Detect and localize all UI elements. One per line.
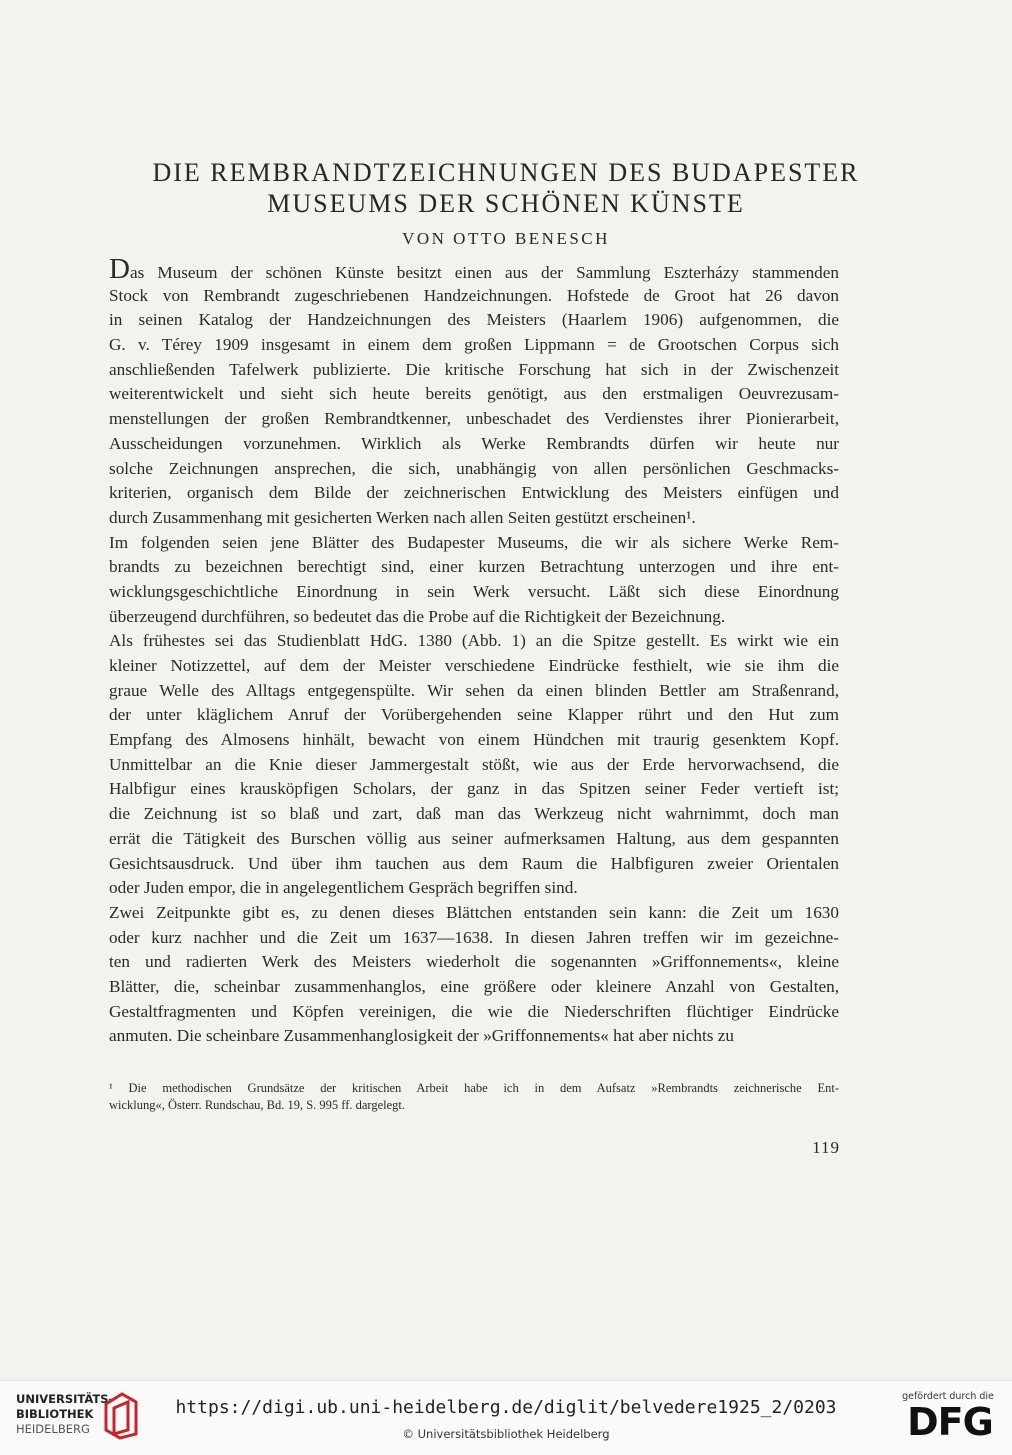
body-line-text: as Museum der schönen Künste besitzt einen aus der Sammlung Eszterházy stammenden xyxy=(129,263,839,282)
body-line: oder kurz nachher und die Zeit um 1637—1638. In diesen Jahren treffen wir im gezeichne- xyxy=(109,927,839,947)
body-line: brandts zu bezeichnen berechtigt sind, einer kurzen Betrachtung unterzogen und ihre ent- xyxy=(109,557,839,577)
library-name-line-2: BIBLIOTHEK xyxy=(16,1407,94,1421)
body-line: ten und radierten Werk des Meisters wiederholt die sogenannten »Griffonnements«, kleine xyxy=(109,952,839,972)
body-line: solche Zeichnungen ansprechen, die sich, unabhängig von allen persönlichen Geschmacks- xyxy=(109,458,839,478)
body-line: oder Juden empor, die in angelegentlichem Gespräch begriffen sind. xyxy=(109,878,578,898)
article-title-line-2: MUSEUMS DER SCHÖNEN KÜNSTE xyxy=(267,189,745,218)
body-line: Unmittelbar an die Knie dieser Jammergestalt stößt, wie aus der Erde hervorwachsend, die xyxy=(109,754,839,774)
copyright-notice: © Universitätsbibliothek Heidelberg xyxy=(402,1427,610,1441)
article-title-line-1: DIE REMBRANDTZEICHNUNGEN DES BUDAPESTER xyxy=(152,158,860,187)
body-line: Als frühestes sei das Studienblatt HdG. 1380 (Abb. 1) an die Spitze gestellt. Es wirkt wie ein xyxy=(109,631,839,651)
body-line: kriterien, organisch dem Bilde der zeichnerischen Entwicklung des Meisters einfügen und xyxy=(109,483,839,503)
article-byline: VON OTTO BENESCH xyxy=(402,229,610,248)
body-line: anmuten. Die scheinbare Zusammenhanglosigkeit der »Griffonnements« hat aber nichts zu xyxy=(109,1026,734,1046)
body-line: Blätter, die, scheinbar zusammenhanglos, eine größere oder kleinere Anzahl von Gestalten, xyxy=(109,976,839,996)
body-line: graue Welle des Alltags entgegenspülte. Wir sehen da einen blinden Bettler am Straßenrand, xyxy=(109,680,839,700)
library-name-line-1: UNIVERSITÄTS- xyxy=(16,1392,114,1406)
footnote-line: ¹ Die methodischen Grundsätze der kritischen Arbeit habe ich in dem Aufsatz »Rembrandts zeichnerische Ent- xyxy=(109,1081,839,1095)
funded-by-label: gefördert durch die xyxy=(902,1391,994,1402)
body-line: menstellungen der großen Rembrandtkenner, unbeschadet des Verdienstes ihrer Pionierarbeit, xyxy=(109,409,839,429)
article-body xyxy=(109,253,839,1049)
body-line: Empfang des Almosens hinhält, bewacht von einem Hündchen mit traurig gesenktem Kopf. xyxy=(109,730,839,750)
body-line xyxy=(109,253,839,285)
page-number: 119 xyxy=(812,1138,840,1157)
body-line: Im folgenden seien jene Blätter des Budapester Museums, die wir als sichere Werke Rem- xyxy=(109,532,839,552)
body-line: Gestaltfragmenten und Köpfen vereinigen, die wie die Niederschriften flüchtiger Eindrücke xyxy=(109,1001,839,1021)
drop-cap: D xyxy=(109,253,130,285)
body-line: kleiner Notizzettel, auf dem der Meister verschiedene Eindrücke festhielt, wie sie ihm die xyxy=(109,656,839,675)
body-line: anschließenden Tafelwerk publizierte. Die kritische Forschung hat sich in der Zwischenzeit xyxy=(109,359,839,379)
library-name-line-3: HEIDELBERG xyxy=(16,1422,90,1436)
body-line: errät die Tätigkeit des Burschen völlig aus seiner aufmerksamen Haltung, aus dem gespannten xyxy=(109,828,839,848)
body-line: überzeugend durchführen, so bedeutet das die Probe auf die Richtigkeit der Bezeichnung. xyxy=(109,606,726,626)
body-line: durch Zusammenhang mit gesicherten Werken nach allen Seiten gestützt erscheinen¹. xyxy=(109,507,696,527)
body-line: weiterentwickelt und sieht sich heute bereits genötigt, aus den erstmaligen Oeuvrezusam- xyxy=(109,384,839,404)
body-line: der unter kläglichem Anruf der Vorübergehenden seine Klapper rührt und den Hut zum xyxy=(109,705,839,725)
body-line: wicklungsgeschichtliche Einordnung in sein Werk versucht. Läßt sich diese Einordnung xyxy=(109,581,839,601)
permalink-url[interactable]: https://digi.ub.uni-heidelberg.de/diglit/belvedere1925_2/0203 xyxy=(175,1397,837,1418)
body-line: die Zeichnung ist so blaß und zart, daß man das Werkzeug nicht wahrnimmt, doch man xyxy=(109,804,839,824)
body-line: Stock von Rembrandt zugeschriebenen Handzeichnungen. Hofstede de Groot hat 26 davon xyxy=(109,285,839,305)
footnote xyxy=(109,1080,839,1114)
body-line: Zwei Zeitpunkte gibt es, zu denen dieses Blättchen entstanden sein kann: die Zeit um 1630 xyxy=(109,902,839,922)
footnote-line: wicklung«, Österr. Rundschau, Bd. 19, S. 995 ff. dargelegt. xyxy=(109,1098,406,1112)
body-line: Ausscheidungen vorzunehmen. Wirklich als Werke Rembrandts dürfen wir heute nur xyxy=(109,433,839,453)
body-line: Gesichtsausdruck. Und über ihm tauchen aus dem Raum die Halbfiguren zweier Orientalen xyxy=(109,853,839,873)
body-line: Halbfigur eines krausköpfigen Scholars, der ganz in das Spitzen seiner Feder vertieft ist; xyxy=(109,779,839,799)
dfg-logo[interactable]: DFG xyxy=(907,1400,993,1444)
body-line: G. v. Térey 1909 insgesamt in einem dem großen Lippmann = de Grootschen Corpus sich xyxy=(109,335,839,355)
body-line: in seinen Katalog der Handzeichnungen des Meisters (Haarlem 1906) aufgenommen, die xyxy=(109,310,839,330)
